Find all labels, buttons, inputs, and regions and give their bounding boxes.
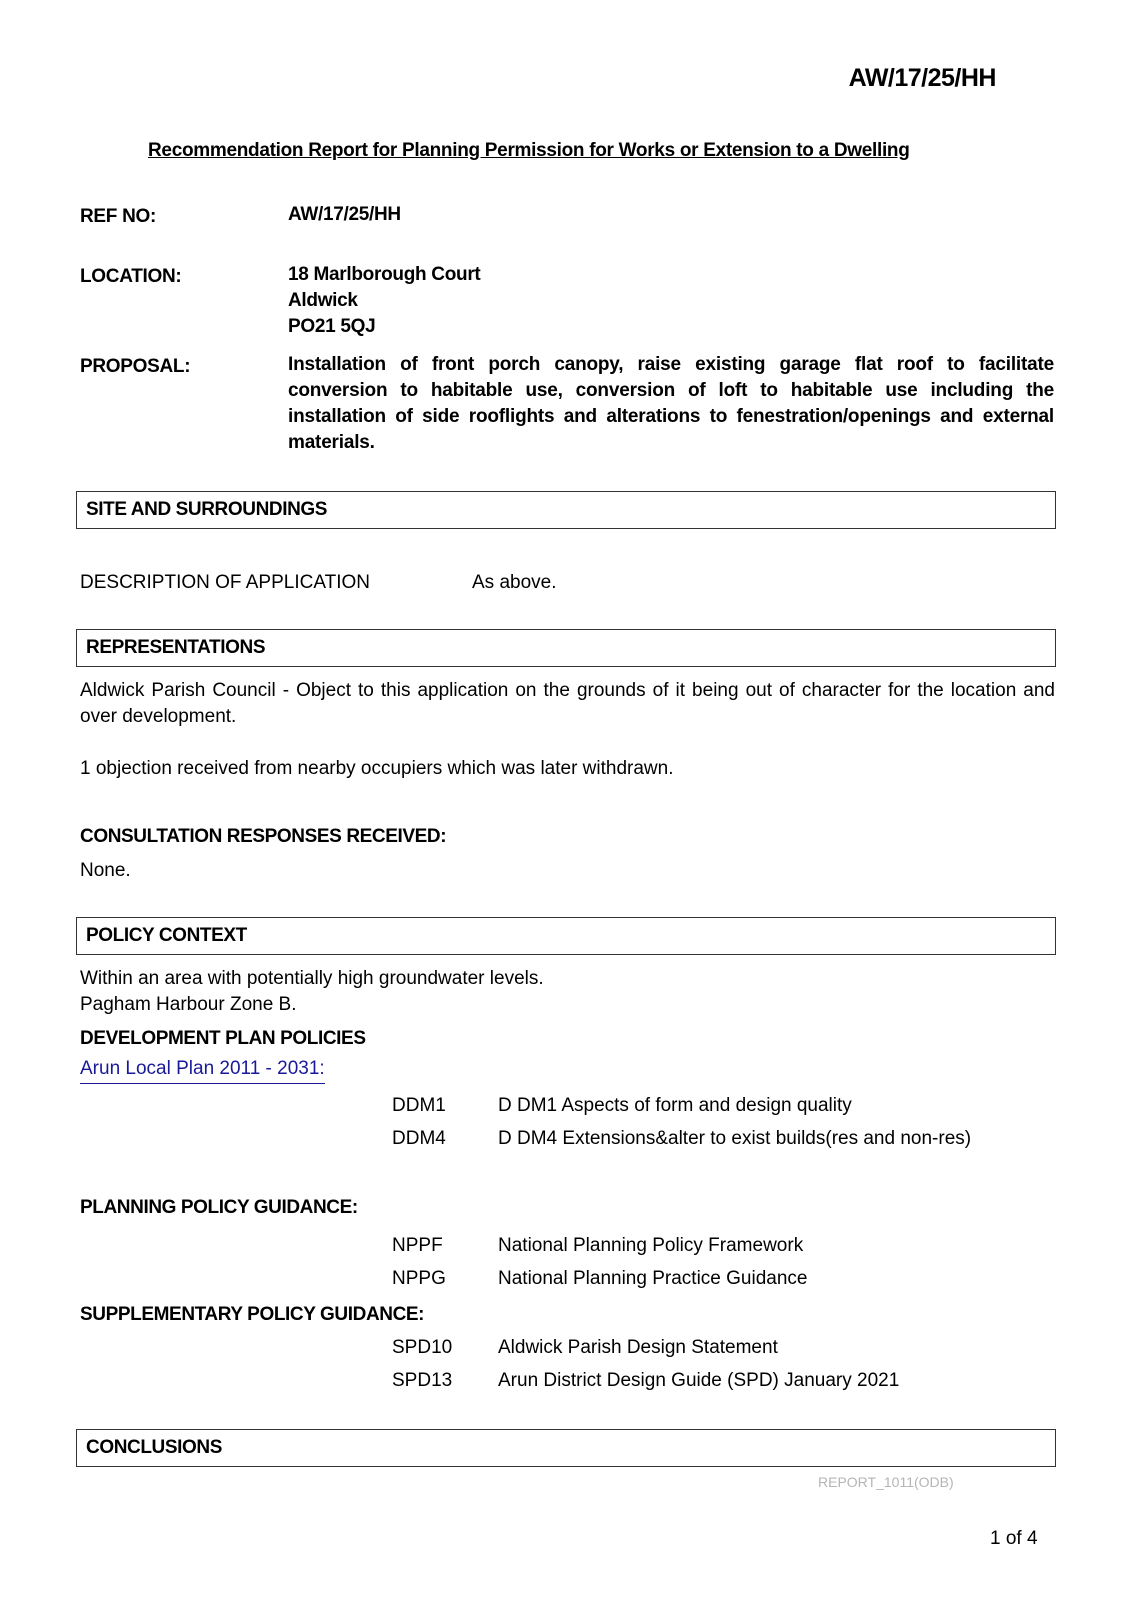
development-plan-heading: DEVELOPMENT PLAN POLICIES [80, 1028, 366, 1049]
guidance-description: National Planning Practice Guidance [498, 1268, 808, 1289]
location-line-3: PO21 5QJ [288, 316, 376, 337]
representations-paragraph-1: Aldwick Parish Council - Object to this application on the grounds of it being out of character for the location and over development. [80, 680, 1055, 727]
location-line-2: Aldwick [288, 290, 358, 311]
policy-description: D DM4 Extensions&alter to exist builds(res and non-res) [498, 1128, 972, 1149]
guidance-code: NPPG [392, 1268, 446, 1289]
location-label: LOCATION: [80, 266, 182, 287]
consultation-heading: CONSULTATION RESPONSES RECEIVED: [80, 826, 447, 847]
guidance-code: NPPF [392, 1235, 443, 1256]
report-code: REPORT_1011(ODB) [818, 1474, 954, 1490]
consultation-text: None. [80, 860, 131, 881]
ref-value: AW/17/25/HH [288, 204, 401, 225]
supplementary-code: SPD10 [392, 1337, 453, 1358]
ref-label: REF NO: [80, 206, 157, 227]
policy-description: D DM1 Aspects of form and design quality [498, 1095, 852, 1116]
location-line-1: 18 Marlborough Court [288, 264, 481, 285]
site-surroundings-heading: SITE AND SURROUNDINGS [76, 491, 1056, 529]
policy-context-heading: POLICY CONTEXT [76, 917, 1056, 955]
report-title: Recommendation Report for Planning Permission for Works or Extension to a Dwelling [148, 140, 910, 161]
representations-heading: REPRESENTATIONS [76, 629, 1056, 667]
policy-line-2: Pagham Harbour Zone B. [80, 994, 297, 1015]
description-value: As above. [472, 572, 557, 593]
supplementary-description: Aldwick Parish Design Statement [498, 1337, 778, 1358]
policy-line-1: Within an area with potentially high groundwater levels. [80, 968, 544, 989]
representations-paragraph-2: 1 objection received from nearby occupiers which was later withdrawn. [80, 758, 674, 779]
header-reference: AW/17/25/HH [848, 64, 996, 92]
proposal-label: PROPOSAL: [80, 356, 191, 377]
page-number: 1 of 4 [990, 1528, 1038, 1549]
description-label: DESCRIPTION OF APPLICATION [80, 572, 370, 593]
guidance-description: National Planning Policy Framework [498, 1235, 804, 1256]
policy-code: DDM4 [392, 1128, 446, 1149]
supplementary-guidance-heading: SUPPLEMENTARY POLICY GUIDANCE: [80, 1304, 425, 1325]
proposal-text: Installation of front porch canopy, raise existing garage flat roof to facilitate conversion to habitable use, conversion of loft to habitable use including the installation of side rooflights and alterations to fenestration/openings and external materials. [288, 354, 1054, 453]
planning-guidance-heading: PLANNING POLICY GUIDANCE: [80, 1197, 358, 1218]
local-plan-link[interactable]: Arun Local Plan 2011 - 2031: [80, 1058, 325, 1084]
supplementary-description: Arun District Design Guide (SPD) January 2021 [498, 1370, 900, 1391]
conclusions-heading: CONCLUSIONS [76, 1429, 1056, 1467]
supplementary-code: SPD13 [392, 1370, 453, 1391]
policy-code: DDM1 [392, 1095, 446, 1116]
